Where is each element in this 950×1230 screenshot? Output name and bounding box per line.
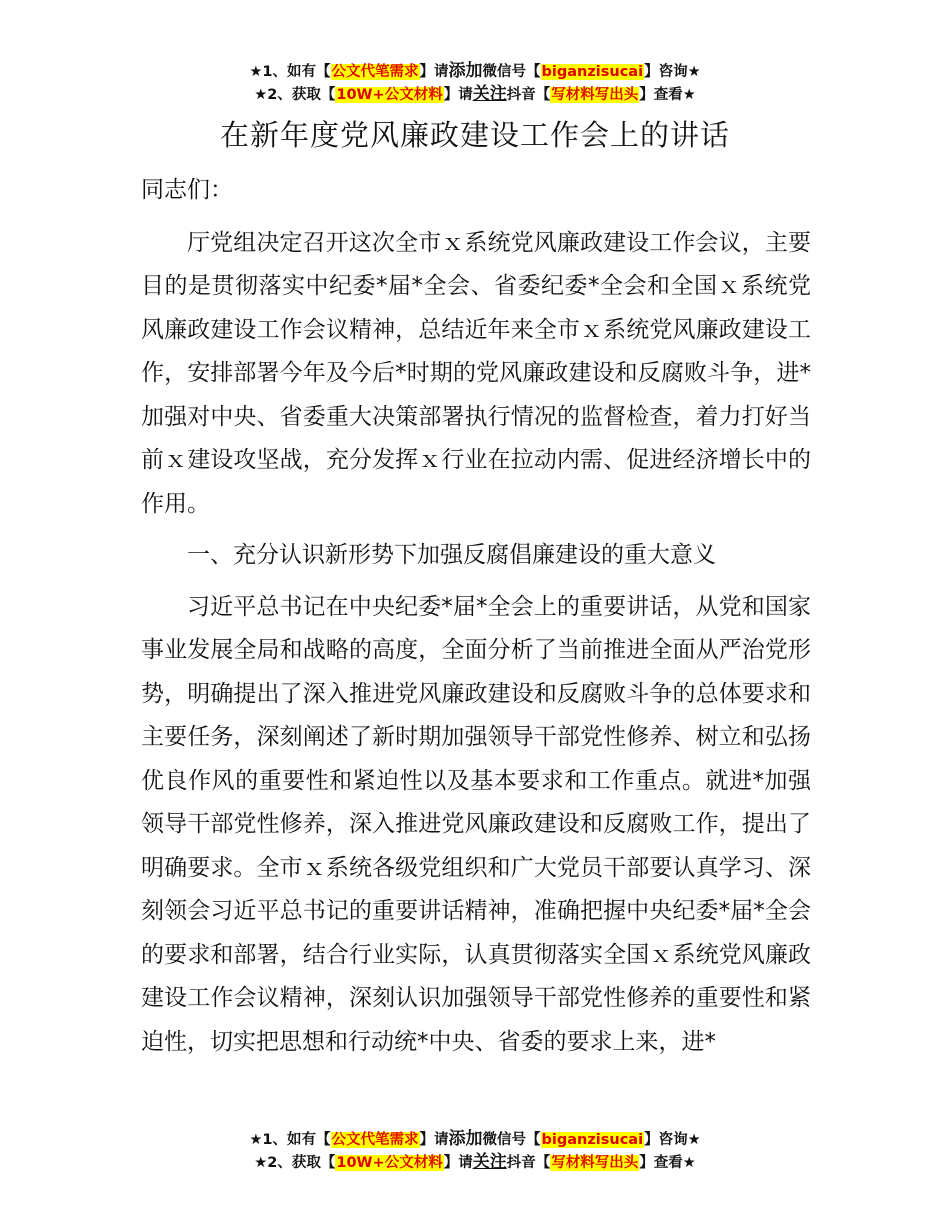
ad-line-2 — [0, 1151, 950, 1174]
ad-text: 】请 — [443, 87, 473, 103]
footer-ad-banner — [0, 1128, 950, 1174]
section-heading: 一、充分认识新形势下加强反腐倡廉建设的重大意义 — [187, 542, 716, 568]
paragraph-intro: 厅党组决定召开这次全市ｘ系统党风廉政建设工作会议，主要目的是贯彻落实中纪委*届*全会、省委纪委*全会和全国ｘ系统党风廉政建设工作会议精神，总结近年来全市ｘ系统党风廉政建设工作，安排部署今年及今后*时期的党风廉政建设和反腐败斗争，进*加强对中央、省委重大决策部署执行情况的监督检查，着力打好当前ｘ建设攻坚战，充分发挥ｘ行业在拉动内需、促进经济增长中的作用。 — [141, 229, 811, 517]
ad-text: 】咨询★ — [644, 64, 701, 80]
ad-highlight-wechat-id: biganzisucai — [541, 1132, 644, 1148]
ad-text: 】查看★ — [639, 87, 696, 103]
ad-text: ★2、获取【 — [254, 1155, 336, 1171]
ad-text: 】咨询★ — [644, 1132, 701, 1148]
ad-text: 抖音【 — [506, 87, 551, 103]
ad-emphasis: 关注 — [472, 1152, 507, 1172]
ad-text: 微信号【 — [482, 1132, 541, 1148]
ad-text: 】请 — [419, 1132, 449, 1148]
document-body — [141, 169, 811, 1072]
ad-text: 微信号【 — [482, 64, 541, 80]
ad-highlight-materials: 10W+公文材料 — [336, 1155, 443, 1171]
ad-highlight-service: 公文代笔需求 — [331, 64, 419, 80]
ad-text: ★1、如有【 — [249, 1132, 331, 1148]
ad-line-1 — [0, 60, 950, 83]
greeting: 同志们： — [141, 177, 233, 203]
ad-text: 】查看★ — [639, 1155, 696, 1171]
document-title: 在新年度党风廉政建设工作会上的讲话 — [219, 118, 730, 152]
ad-highlight-douyin-id: 写材料写出头 — [551, 87, 639, 103]
ad-highlight-wechat-id: biganzisucai — [541, 64, 644, 80]
ad-text: ★1、如有【 — [249, 64, 331, 80]
ad-highlight-douyin-id: 写材料写出头 — [551, 1155, 639, 1171]
ad-text: 抖音【 — [506, 1155, 551, 1171]
ad-emphasis: 关注 — [472, 84, 507, 104]
ad-text: ★2、获取【 — [254, 87, 336, 103]
ad-text: 】请 — [443, 1155, 473, 1171]
ad-text: 】请 — [419, 64, 449, 80]
ad-line-1 — [0, 1128, 950, 1151]
ad-highlight-service: 公文代笔需求 — [331, 1132, 419, 1148]
ad-emphasis: 添加 — [448, 61, 483, 81]
ad-highlight-materials: 10W+公文材料 — [336, 87, 443, 103]
paragraph-section-1: 习近平总书记在中央纪委*届*全会上的重要讲话，从党和国家事业发展全局和战略的高度，全面分析了当前推进全面从严治党形势，明确提出了深入推进党风廉政建设和反腐败斗争的总体要求和主要任务，深刻阐述了新时期加强领导干部党性修养、树立和弘扬优良作风的重要性和紧迫性以及基本要求和工作重点。就进*加强领导干部党性修养，深入推进党风廉政建设和反腐败工作，提出了明确要求。全市ｘ系统各级党组织和广大党员干部要认真学习、深刻领会习近平总书记的重要讲话精神，准确把握中央纪委*届*全会的要求和部署，结合行业实际，认真贯彻落实全国ｘ系统党风廉政建设工作会议精神，深刻认识加强领导干部党性修养的重要性和紧迫性，切实把思想和行动统*中央、省委的要求上来，进* — [141, 593, 811, 1055]
ad-line-2 — [0, 83, 950, 106]
ad-emphasis: 添加 — [448, 1129, 483, 1149]
header-ad-banner — [0, 60, 950, 106]
